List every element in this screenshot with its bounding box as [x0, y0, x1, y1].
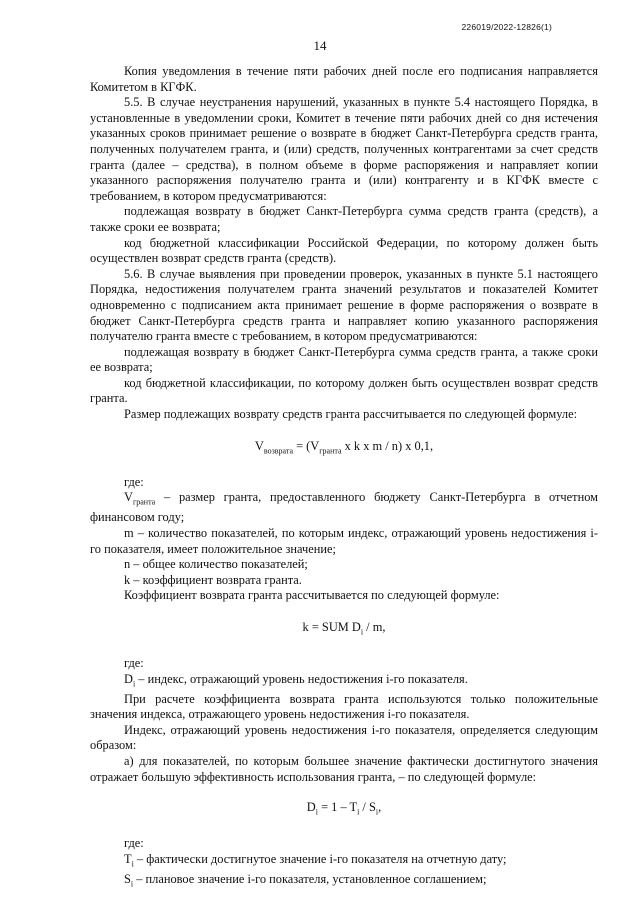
paragraph-positive-values: При расчете коэффициента возврата гранта используются только положительные значения индекса, отражающего уровень недостижения i-го показателя. — [90, 691, 598, 722]
paragraph-coefficient-intro: Коэффициент возврата гранта рассчитывается по следующей формуле: — [124, 588, 500, 603]
definition-n: n – общее количество показателей; — [124, 557, 308, 572]
where-label-3: где: — [124, 836, 144, 851]
paragraph-case-a: а) для показателей, по которым большее значение фактически достигнутого значения отражает большую эффективность использования гранта, – по следующей формуле: — [90, 754, 598, 784]
paragraph-index-definition: Индекс, отражающий уровень недостижения i-го показателя, определяется следующим образом: — [90, 722, 598, 753]
definition-k: k – коэффициент возврата гранта. — [124, 572, 302, 587]
definition-di: $D_i$ – индекс, отражающий уровень недостижения i-го показателя. — [124, 671, 468, 689]
formula-refund-amount: $V_{возврата} = (V_{гранта}$ x k x m / n) x 0,1, — [254, 438, 434, 456]
paragraph-refund-formula-intro: Размер подлежащих возврату средств гранта рассчитывается по следующей формуле: — [124, 407, 578, 422]
page-number: 14 — [313, 38, 327, 53]
paragraph-budget-code-2: код бюджетной классификации, по которому должен быть осуществлен возврат средств гранта. — [90, 375, 598, 406]
paragraph-budget-code: код бюджетной классификации Российской Федерации, по которому должен быть осуществлен возврат средств гранта (средств). — [90, 235, 598, 266]
definition-v-grant: $V_{гранта}$ – размер гранта, предоставленного бюджету Санкт-Петербурга в отчетном финансовом году; — [90, 490, 598, 525]
formula-index: $D_i = 1 - T_i / S_i$, — [306, 800, 382, 817]
paragraph-5-6: 5.6. В случае выявления при проведении проверок, указанных в пункте 5.1 настоящего Порядка, недостижения получателем гранта значений результатов и показателей Комитет одновременно с подписанием акта принимает решение в форме распоряжения о возврате в бюджет Санкт-Петербурга средств гранта и направляет копию указанного распоряжения получателю гранта вместе с требованием, в котором предусматриваются: — [90, 266, 598, 344]
document-body — [90, 64, 598, 892]
definition-si: $S_i$ – плановое значение i-го показателя, установленное соглашением; — [124, 871, 487, 889]
definition-m: m – количество показателей, по которым индекс, отражающий уровень недостижения i-го показателя, имеет положительное значение; — [90, 525, 598, 556]
document-id: 226019/2022-12826(1) — [461, 22, 552, 32]
where-label-2: где: — [124, 656, 144, 670]
paragraph-5-5: 5.5. В случае неустранения нарушений, указанных в пункте 5.4 настоящего Порядка, в установленные в уведомлении сроки, Комитет в течение пяти рабочих дней со дня истечения указанных сроков принимает решение о возврате в бюджет Санкт-Петербурга средств гранта, полученных получателем гранта, и (или) средств, полученных контрагентами за счет средств гранта (далее – средства), в полном объеме в форме распоряжения и направляет копии указанного распоряжения получателю гранта и (или) контрагенту и в КГФК вместе с требованием, в котором предусматриваются: — [90, 95, 598, 203]
definition-ti: $T_i$ – фактически достигнутое значение i-го показателя на отчетную дату; — [124, 851, 507, 869]
paragraph-refund-sum: подлежащая возврату в бюджет Санкт-Петербурга сумма средств гранта (средств), а также сроки ее возврата; — [90, 204, 598, 234]
formula-coefficient: k = SUM $D_i$ / m, — [302, 619, 386, 637]
paragraph-notice-copy: Копия уведомления в течение пяти рабочих дней после его подписания направляется Комитетом в КГФК. — [90, 64, 598, 94]
paragraph-refund-sum-2: подлежащая возврату в бюджет Санкт-Петербурга сумма средств гранта, а также сроки ее возврата; — [90, 344, 598, 375]
where-label-1: где: — [124, 474, 144, 489]
